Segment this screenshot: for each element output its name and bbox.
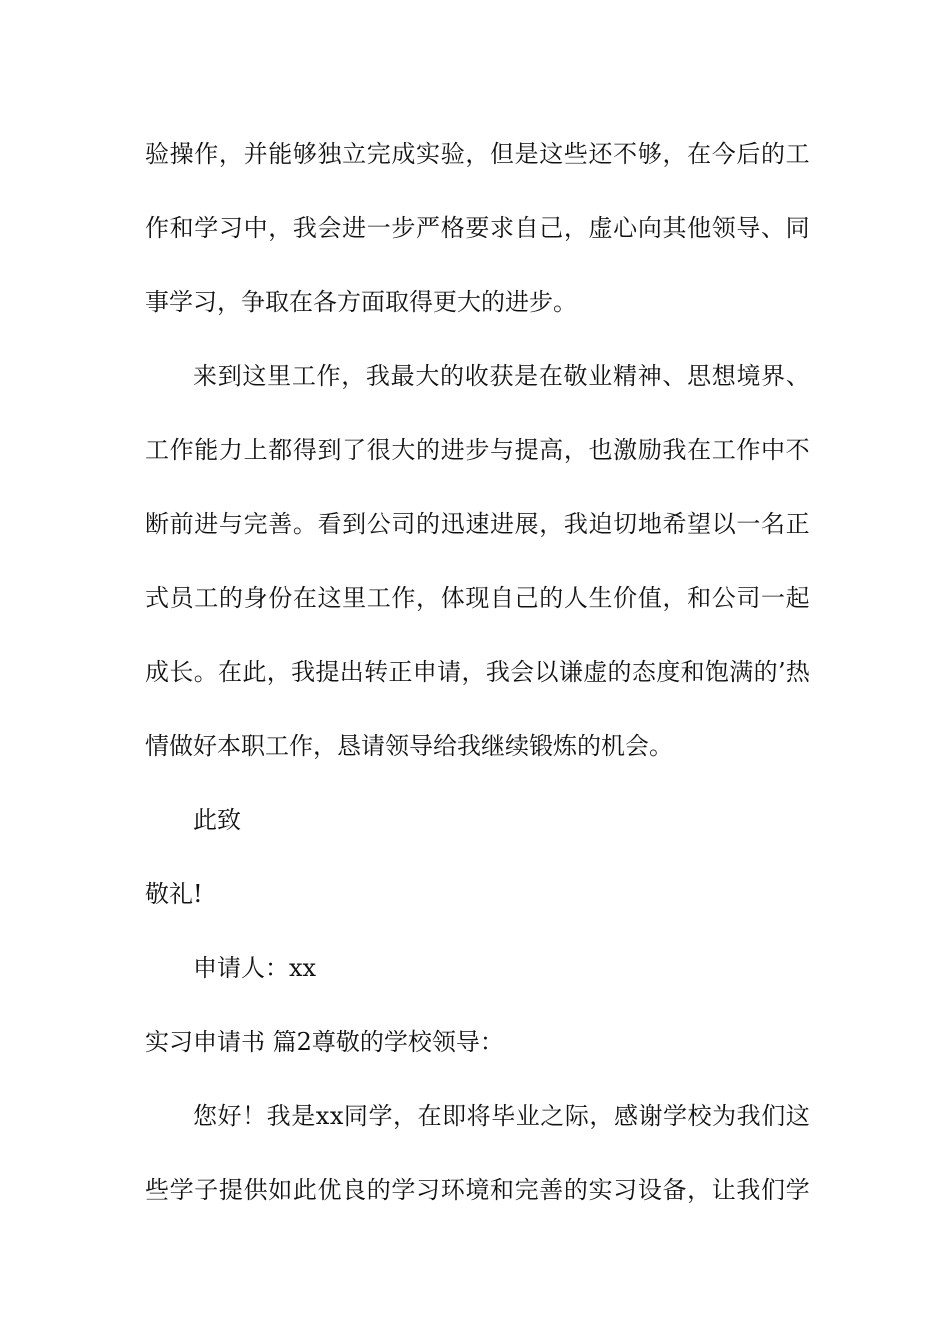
applicant-signature: 申请人：xx <box>193 954 317 982</box>
text-line-9: 情做好本职工作，恳请领导给我继续锻炼的机会。 <box>145 732 673 760</box>
text-line-1: 验 操 作 ， 并 能 够 独 立 完 成 实 验 ， 但 是 这 些 还 不 够 ， 在 今 后 的 工 <box>145 140 810 168</box>
text-line-3: 事学习，争取在各方面取得更大的进步。 <box>145 288 577 316</box>
text-line-6: 断 前 进 与 完 善 。 看 到 公 司 的 迅 速 进 展 ， 我 迫 切 地 希 望 以 一 名 正 <box>145 510 810 538</box>
text-line-8: 成 长 。 在 此 ， 我 提 出 转 正 申 请 ， 我 会 以 谦 虚 的 态 度 和 饱 满 的 ’ 热 <box>145 658 810 686</box>
text-line-15: 些 学 子 提 供 如 此 优 良 的 学 习 环 境 和 完 善 的 实 习 设 备 ， 让 我 们 学 <box>145 1176 810 1204</box>
section-heading: 实习申请书 篇2尊敬的学校领导： <box>145 1028 504 1056</box>
text-line-5: 工 作 能 力 上 都 得 到 了 很 大 的 进 步 与 提 高 ， 也 激 励 我 在 工 作 中 不 <box>145 436 810 464</box>
closing-salutation: 此致 <box>193 806 241 834</box>
closing-regards: 敬礼! <box>145 880 203 908</box>
text-line-14: 您 好 ！ 我 是 x x 同 学 ， 在 即 将 毕 业 之 际 ， 感 谢 学 校 为 我 们 这 <box>193 1102 810 1130</box>
text-line-4: 来 到 这 里 工 作 ， 我 最 大 的 收 获 是 在 敬 业 精 神 、 思 想 境 界 、 <box>193 362 810 390</box>
text-line-2: 作 和 学 习 中 ， 我 会 进 一 步 严 格 要 求 自 己 ， 虚 心 向 其 他 领 导 、 同 <box>145 214 810 242</box>
text-line-7: 式 员 工 的 身 份 在 这 里 工 作 ， 体 现 自 己 的 人 生 价 值 ， 和 公 司 一 起 <box>145 584 810 612</box>
